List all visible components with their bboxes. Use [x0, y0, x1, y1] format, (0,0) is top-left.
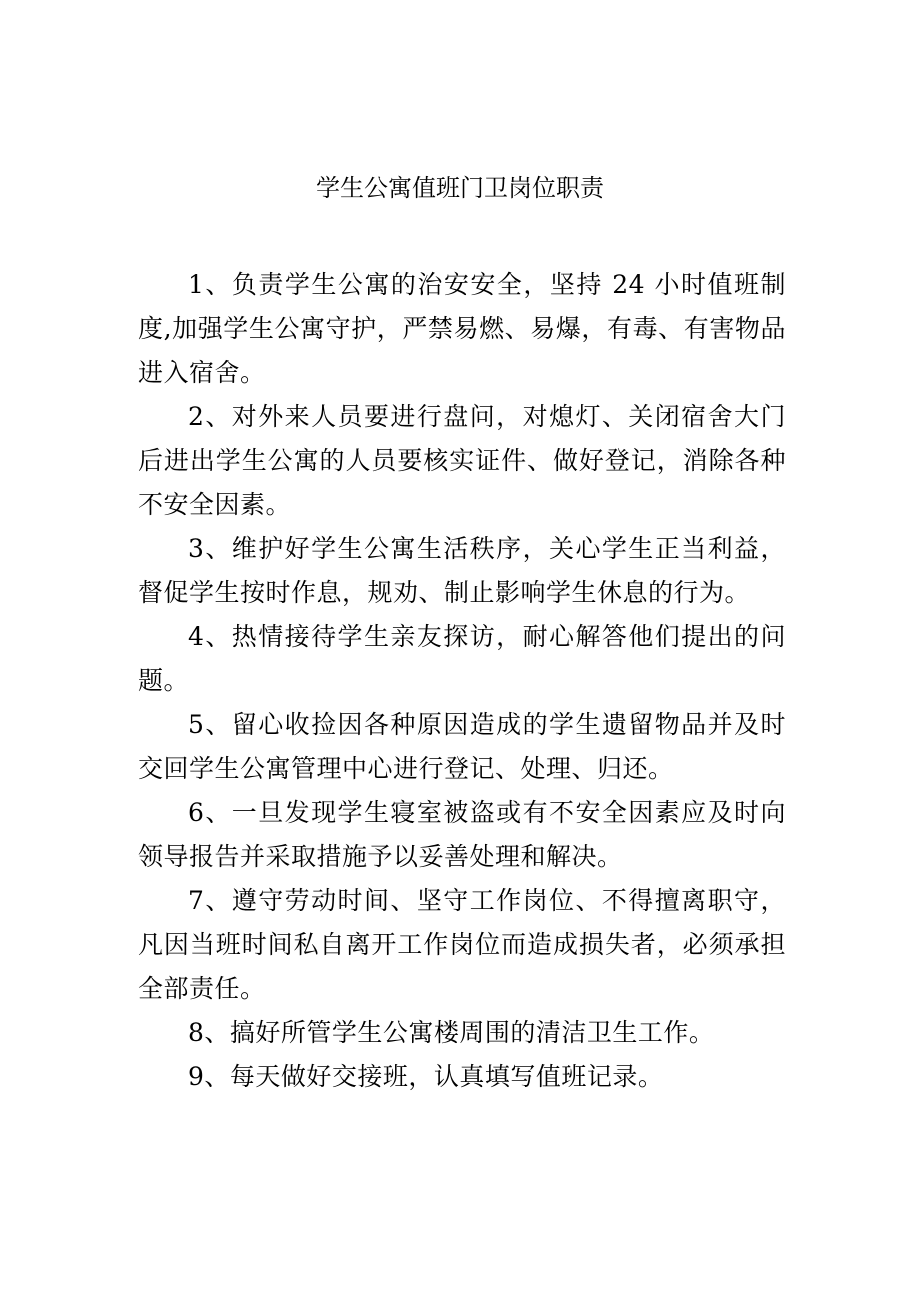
document-body	[138, 263, 786, 1099]
duty-item-4: 4、热情接待学生亲友探访，耐心解答他们提出的问题。	[138, 622, 786, 695]
duty-item-8: 8、搞好所管学生公寓楼周围的清洁卫生工作。	[188, 1018, 715, 1047]
duty-item-5: 5、留心收捡因各种原因造成的学生遗留物品并及时交回学生公寓管理中心进行登记、处理、归还。	[138, 710, 786, 783]
duty-item-9: 9、每天做好交接班，认真填写值班记录。	[188, 1062, 664, 1091]
duty-item-3: 3、维护好学生公寓生活秩序，关心学生正当利益，督促学生按时作息，规劝、制止影响学生休息的行为。	[138, 534, 786, 607]
document-title: 学生公寓值班门卫岗位职责	[316, 174, 604, 202]
duty-item-2: 2、对外来人员要进行盘问，对熄灯、关闭宿舍大门后进出学生公寓的人员要核实证件、做好登记，消除各种不安全因素。	[138, 402, 786, 519]
duty-item-1: 1、负责学生公寓的治安安全，坚持 24 小时值班制度,加强学生公寓守护，严禁易燃、易爆，有毒、有害物品进入宿舍。	[138, 270, 786, 387]
duty-item-7: 7、遵守劳动时间、坚守工作岗位、不得擅离职守，凡因当班时间私自离开工作岗位而造成损失者，必须承担全部责任。	[138, 886, 786, 1003]
duty-item-6: 6、一旦发现学生寝室被盗或有不安全因素应及时向领导报告并采取措施予以妥善处理和解决。	[138, 798, 786, 871]
